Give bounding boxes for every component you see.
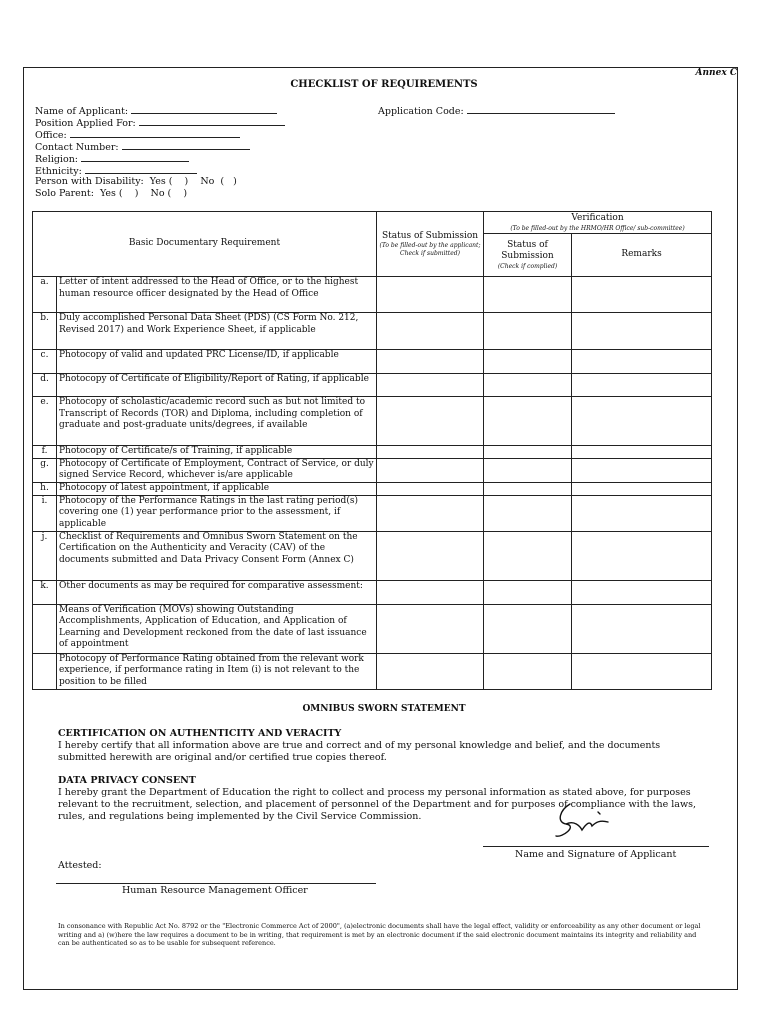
ethnicity-input[interactable] <box>85 164 197 174</box>
ethnicity-label: Ethnicity: <box>35 166 82 177</box>
solo-parent-field[interactable]: Solo Parent: Yes ( ) No ( ) <box>35 188 188 199</box>
attested-label: Attested: <box>58 860 102 871</box>
certification-heading: CERTIFICATION ON AUTHENTICITY AND VERACITY <box>58 728 342 739</box>
privacy-heading: DATA PRIVACY CONSENT <box>58 775 196 786</box>
table-row <box>33 446 712 459</box>
row-label <box>33 653 57 689</box>
contact-label: Contact Number: <box>35 142 119 153</box>
status-header-label: Status of Submission <box>381 230 479 241</box>
annex-label: Annex C <box>695 68 737 78</box>
status-cell[interactable] <box>377 495 484 531</box>
requirement-text: Means of Verification (MOVs) showing Outstanding Accomplishments, Application of Education, and Application of Learning and Development reckoned from the date of last issuance of appointment <box>57 604 377 653</box>
row-label: f. <box>33 446 57 459</box>
requirement-text: Photocopy of Certificate of Employment, Contract of Service, or duly signed Service Record, whichever is/are applicable <box>57 458 377 482</box>
status-cell[interactable] <box>377 458 484 482</box>
verification-status-cell[interactable] <box>484 277 572 313</box>
remarks-cell[interactable] <box>572 313 712 350</box>
table-row <box>33 482 712 495</box>
applicant-signature-caption: Name and Signature of Applicant <box>515 849 677 860</box>
status-cell[interactable] <box>377 277 484 313</box>
application-code-field <box>378 104 615 117</box>
verification-status-cell[interactable] <box>484 458 572 482</box>
verification-status-cell[interactable] <box>484 482 572 495</box>
verification-status-cell[interactable] <box>484 604 572 653</box>
remarks-cell[interactable] <box>572 653 712 689</box>
omnibus-title: OMNIBUS SWORN STATEMENT <box>302 704 466 714</box>
requirement-text: Photocopy of Performance Rating obtained from the relevant work experience, if performance rating in Item (i) is not relevant to the position to be filled <box>57 653 377 689</box>
remarks-cell[interactable] <box>572 604 712 653</box>
verification-header <box>484 212 712 234</box>
remarks-cell[interactable] <box>572 580 712 604</box>
verification-status-cell[interactable] <box>484 531 572 580</box>
applicant-signature <box>552 800 622 844</box>
verification-header-note: (To be filled-out by the HRMO/HR Office/ sub-committee) <box>510 224 685 232</box>
page-title: CHECKLIST OF REQUIREMENTS <box>290 79 478 90</box>
requirement-text: Photocopy of Certificate of Eligibility/Report of Rating, if applicable <box>57 374 377 397</box>
application-code-label: Application Code: <box>378 106 464 117</box>
name-label: Name of Applicant: <box>35 106 129 117</box>
requirement-text: Photocopy of Certificate/s of Training, if applicable <box>57 446 377 459</box>
row-label: b. <box>33 313 57 350</box>
table-row <box>33 350 712 374</box>
row-label: i. <box>33 495 57 531</box>
verification-status-header <box>484 234 572 277</box>
table-row <box>33 313 712 350</box>
row-label: a. <box>33 277 57 313</box>
row-label: c. <box>33 350 57 374</box>
remarks-cell[interactable] <box>572 397 712 446</box>
status-header <box>377 212 484 277</box>
table-row <box>33 495 712 531</box>
hrmo-caption: Human Resource Management Officer <box>122 885 308 896</box>
status-cell[interactable] <box>377 653 484 689</box>
requirement-text: Photocopy of scholastic/academic record such as but not limited to Transcript of Records (TOR) and Diploma, including completion of graduate and post-graduate units/degrees, if available <box>57 397 377 446</box>
status-cell[interactable] <box>377 374 484 397</box>
row-label: h. <box>33 482 57 495</box>
row-label: j. <box>33 531 57 580</box>
requirement-text: Checklist of Requirements and Omnibus Sworn Statement on the Certification on the Authenticity and Veracity (CAV) of the documents submitted and Data Privacy Consent Form (Annex C) <box>57 531 377 580</box>
verification-status-cell[interactable] <box>484 446 572 459</box>
row-label: k. <box>33 580 57 604</box>
verification-status-cell[interactable] <box>484 653 572 689</box>
status-cell[interactable] <box>377 446 484 459</box>
religion-input[interactable] <box>81 152 189 162</box>
status-cell[interactable] <box>377 580 484 604</box>
status-cell[interactable] <box>377 482 484 495</box>
name-input[interactable] <box>131 104 277 114</box>
legal-footer: In consonance with Republic Act No. 8792 or the "Electronic Commerce Act of 2000", (a)electronic documents shall have the legal effect, validity or enforceability as any other document or legal writing and a) (w)here the law requires a document to be in writing, that requirement is met by an electronic document if the said electronic document maintains its integrity and reliability and can be authenticated so as to be usable for subsequent reference. <box>58 922 701 947</box>
requirement-text: Photocopy of the Performance Ratings in the last rating period(s) covering one (1) year performance prior to the assessment, if applicable <box>57 495 377 531</box>
verification-status-cell[interactable] <box>484 374 572 397</box>
verification-status-cell[interactable] <box>484 580 572 604</box>
hrmo-signature-line[interactable] <box>56 883 376 884</box>
remarks-cell[interactable] <box>572 531 712 580</box>
remarks-cell[interactable] <box>572 374 712 397</box>
remarks-header: Remarks <box>572 234 712 277</box>
requirement-text: Letter of intent addressed to the Head of Office, or to the highest human resource officer designated by the Head of Office <box>57 277 377 313</box>
row-label: g. <box>33 458 57 482</box>
status-cell[interactable] <box>377 531 484 580</box>
table-row <box>33 580 712 604</box>
position-label: Position Applied For: <box>35 118 136 129</box>
table-row <box>33 397 712 446</box>
verification-status-cell[interactable] <box>484 397 572 446</box>
row-label: d. <box>33 374 57 397</box>
status-cell[interactable] <box>377 313 484 350</box>
religion-label: Religion: <box>35 154 79 165</box>
status-cell[interactable] <box>377 397 484 446</box>
remarks-cell[interactable] <box>572 482 712 495</box>
table-row <box>33 374 712 397</box>
verification-status-cell[interactable] <box>484 495 572 531</box>
applicant-signature-line[interactable] <box>483 846 709 847</box>
table-row <box>33 604 712 653</box>
row-label <box>33 604 57 653</box>
table-row <box>33 531 712 580</box>
verification-header-label: Verification <box>571 213 624 223</box>
remarks-cell[interactable] <box>572 446 712 459</box>
row-label: e. <box>33 397 57 446</box>
table-row <box>33 458 712 482</box>
status-cell[interactable] <box>377 350 484 374</box>
remarks-cell[interactable] <box>572 495 712 531</box>
requirement-text: Other documents as may be required for comparative assessment: <box>57 580 377 604</box>
verification-status-note: (Check if complied) <box>497 262 558 270</box>
remarks-cell[interactable] <box>572 350 712 374</box>
status-header-note: (To be filled-out by the applicant; Check if submitted) <box>379 242 481 257</box>
contact-input[interactable] <box>122 140 250 150</box>
requirement-header: Basic Documentary Requirement <box>33 212 377 277</box>
position-input[interactable] <box>139 116 285 126</box>
remarks-cell[interactable] <box>572 458 712 482</box>
privacy-text: I hereby grant the Department of Education the right to collect and process my personal information as stated above, for purposes relevant to the recruitment, selection, and placement of personnel of the Department and for purposes of compliance with the laws, rules, and regulations being implemented by the Civil Service Commission. <box>58 787 696 822</box>
requirement-text: Duly accomplished Personal Data Sheet (PDS) (CS Form No. 212, Revised 2017) and Work Experience Sheet, if applicable <box>57 313 377 350</box>
pwd-field[interactable]: Person with Disability: Yes ( ) No ( ) <box>35 176 237 187</box>
office-label: Office: <box>35 130 67 141</box>
remarks-cell[interactable] <box>572 277 712 313</box>
requirement-text: Photocopy of valid and updated PRC License/ID, if applicable <box>57 350 377 374</box>
table-row <box>33 653 712 689</box>
certification-text: I hereby certify that all information above are true and correct and of my personal knowledge and belief, and the documents submitted herewith are original and/or certified true copies thereof. <box>58 740 661 763</box>
office-input[interactable] <box>70 128 240 138</box>
table-row <box>33 277 712 313</box>
verification-status-label: Status of Submission <box>501 239 554 262</box>
status-cell[interactable] <box>377 604 484 653</box>
verification-status-cell[interactable] <box>484 350 572 374</box>
requirements-table <box>32 211 712 690</box>
requirement-text: Photocopy of latest appointment, if applicable <box>57 482 377 495</box>
verification-status-cell[interactable] <box>484 313 572 350</box>
application-code-input[interactable] <box>467 104 615 114</box>
